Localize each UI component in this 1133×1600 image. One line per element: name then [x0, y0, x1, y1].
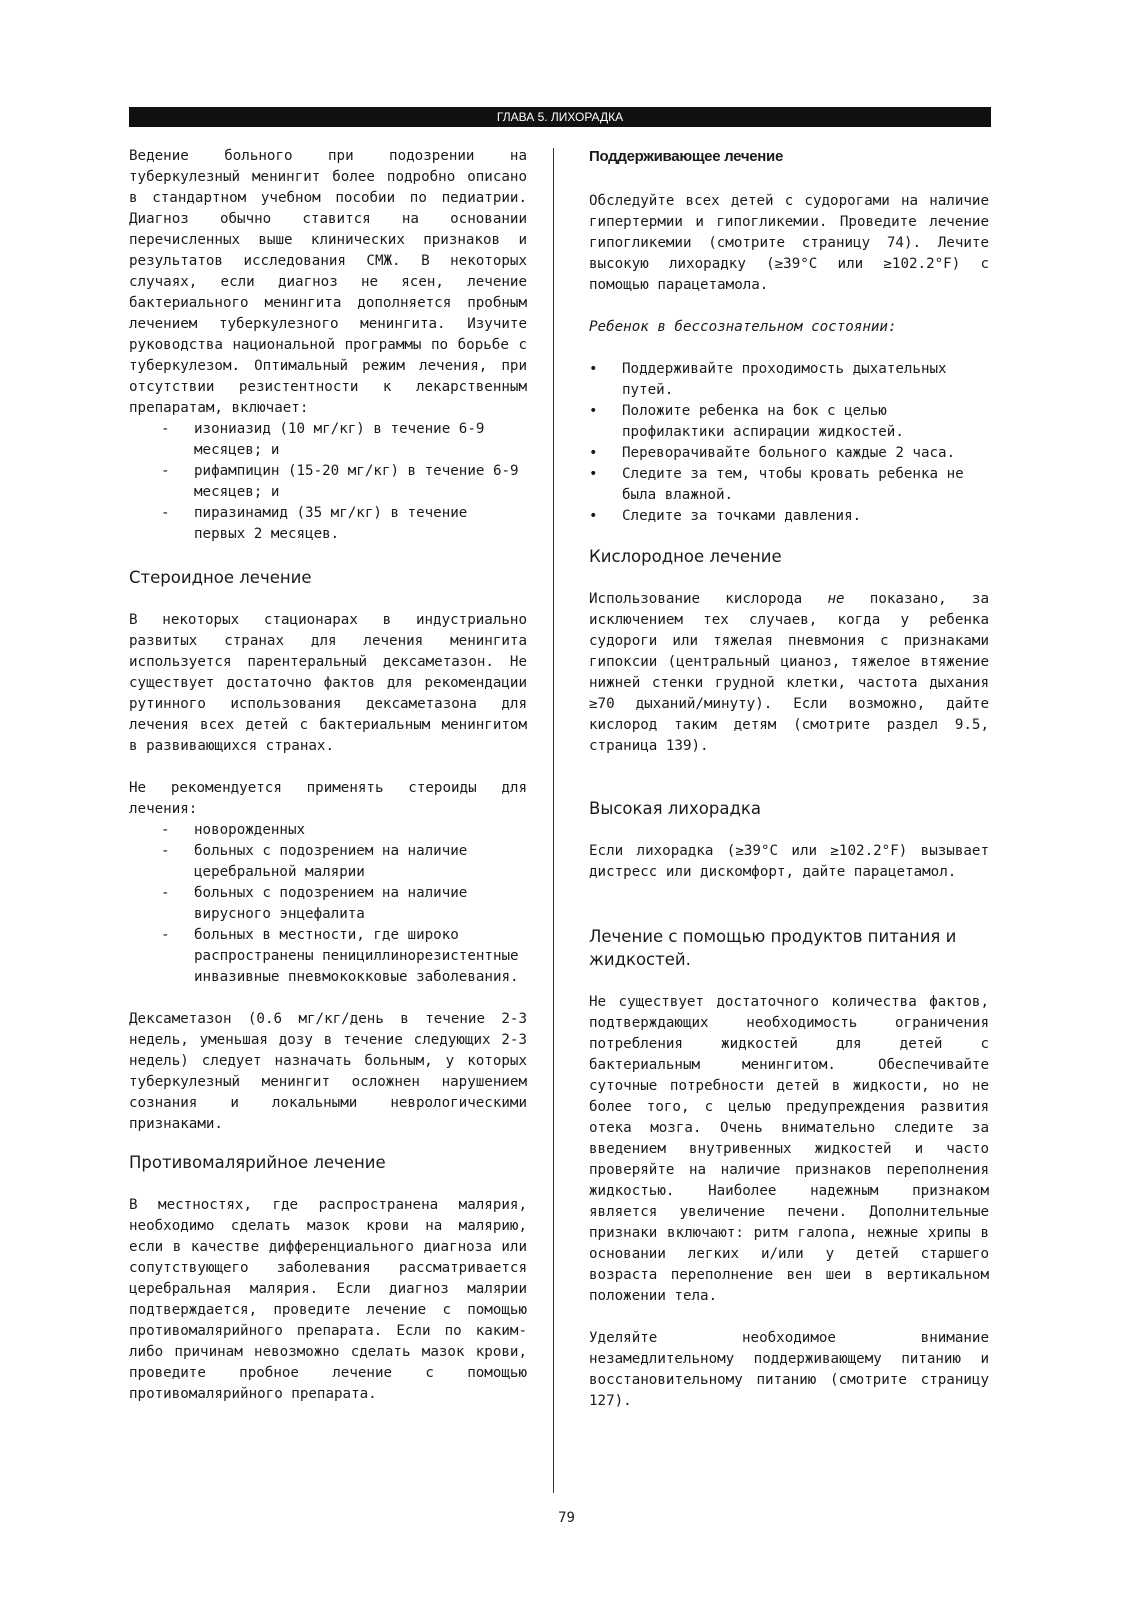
list-item: • Переворачивайте больного каждые 2 часа.	[589, 443, 989, 464]
high-fever-paragraph: Если лихорадка (≥39°C или ≥102.2°F) вызывает дистресс или дискомфорт, дайте парацетамол.	[589, 843, 989, 880]
antimalarial-heading: Противомалярийное лечение	[129, 1153, 386, 1172]
list-item: - изониазид (10 мг/кг) в течение 6-9 месяцев; и	[129, 419, 527, 461]
steroid-not-recommended-paragraph: Не рекомендуется применять стероиды для лечения:	[129, 780, 527, 817]
nutrition-heading: Лечение с помощью продуктов питания и жидкостей.	[589, 927, 957, 969]
list-item: - больных в местности, где широко распространены пенициллинорезистентные инвазивные пневмококковые заболевания.	[129, 925, 527, 988]
supportive-paragraph: Обследуйте всех детей с судорогами на наличие гипертермии и гипогликемии. Проведите лечение гипогликемии (смотрите страницу 74). Лечите высокую лихорадку (≥39°C или ≥102.2°F) с помощью парацетамола.	[589, 193, 989, 293]
list-item: - больных с подозрением на наличие вирусного энцефалита	[129, 883, 527, 925]
list-item: • Следите за точками давления.	[589, 506, 989, 527]
page-number: 79	[558, 1510, 575, 1526]
unconscious-care-list	[589, 359, 989, 527]
list-item: • Положите ребенка на бок с целью профилактики аспирации жидкостей.	[589, 401, 989, 443]
oxygen-text-end: показано, за исключением тех случаев, когда у ребенка судороги или тяжелая пневмония с признаками гипоксии (центральный цианоз, тяжелое втяжение нижней стенки грудной клетки, частота дыхания ≥70 дыханий/минуту). Если возможно, дайте кислород таким детям (смотрите раздел 9.5, страница 139).	[589, 591, 990, 754]
list-item: - новорожденных	[129, 820, 527, 841]
list-item: - рифампицин (15-20 мг/кг) в течение 6-9 месяцев; и	[129, 461, 527, 503]
right-column	[589, 146, 989, 1412]
antimalarial-paragraph: В местностях, где распространена малярия, необходимо сделать мазок крови на малярию, если в качестве дифференциального диагноза или сопутствующего заболевания рассматривается церебральная малярия. Если диагноз малярии подтверждается, проведите лечение с помощью противомалярийного препарата. Если по каким-либо причинам невозможно сделать мазок крови, проведите пробное лечение с помощью противомалярийного препарата.	[129, 1197, 527, 1402]
steroid-heading: Стероидное лечение	[129, 568, 312, 587]
unconscious-label	[589, 317, 989, 338]
unconscious-label-text: Ребенок в бессознательном состоянии:	[589, 319, 897, 335]
nutrition-support-paragraph: Уделяйте необходимое внимание незамедлительному поддерживающему питанию и восстановительному питанию (смотрите страницу 127).	[589, 1330, 989, 1409]
tb-meningitis-paragraph: Ведение больного при подозрении на туберкулезный менингит более подробно описано в стандартном учебном пособии по педиатрии. Диагноз обычно ставится на основании перечисленных выше клинических признаков и результатов исследования СМЖ. В некоторых случаях, если диагноз не ясен, лечение бактериального менингита дополняется пробным лечением туберкулезного менингита. Изучите руководства национальной программы по борьбе с туберкулезом. Оптимальный режим лечения, при отсутствии резистентности к лекарственным препаратам, включает:	[129, 148, 527, 416]
oxygen-text-start: Использование кислорода	[589, 591, 803, 607]
oxygen-text-emphasis: не	[827, 591, 845, 607]
high-fever-heading: Высокая лихорадка	[589, 799, 761, 818]
list-item: - больных с подозрением на наличие церебральной малярии	[129, 841, 527, 883]
oxygen-paragraph	[589, 589, 989, 757]
column-divider	[553, 148, 554, 1493]
chapter-title: ГЛАВА 5. ЛИХОРАДКА	[496, 110, 624, 124]
tb-regimen-list	[129, 419, 527, 545]
steroid-paragraph: В некоторых стационарах в индустриально развитых странах для лечения менингита используется парентеральный дексаметазон. Не существует достаточно фактов для рекомендации рутинного использования дексаметазона для лечения всех детей с бактериальным менингитом в развивающихся странах.	[129, 612, 527, 754]
chapter-header-bar	[129, 107, 991, 127]
dexamethasone-paragraph: Дексаметазон (0.6 мг/кг/день в течение 2-3 недель, уменьшая дозу в течение следующих 2-3 недель) следует назначать больным, у которых туберкулезный менингит осложнен нарушением сознания и локальными неврологическими признаками.	[129, 1011, 527, 1132]
supportive-heading: Поддерживающее лечение	[589, 148, 784, 165]
steroid-exclusion-list	[129, 820, 527, 988]
list-item: - пиразинамид (35 мг/кг) в течение первых 2 месяцев.	[129, 503, 527, 545]
oxygen-heading: Кислородное лечение	[589, 547, 782, 566]
list-item: • Поддерживайте проходимость дыхательных путей.	[589, 359, 989, 401]
list-item: • Следите за тем, чтобы кровать ребенка не была влажной.	[589, 464, 989, 506]
nutrition-paragraph: Не существует достаточного количества фактов, подтверждающих необходимость ограничения потребления жидкостей для детей с бактериальным менингитом. Обеспечивайте суточные потребности детей в жидкости, но не более того, с целью предупреждения развития отека мозга. Очень внимательно следите за введением внутривенных жидкостей и часто проверяйте на наличие признаков переполнения жидкостью. Наиболее надежным признаком является увеличение печени. Дополнительные признаки включают: ритм галопа, нежные хрипы в основании легких и/или у детей старшего возраста переполнение вен шеи в вертикальном положении тела.	[589, 994, 989, 1304]
left-column	[129, 146, 527, 1405]
